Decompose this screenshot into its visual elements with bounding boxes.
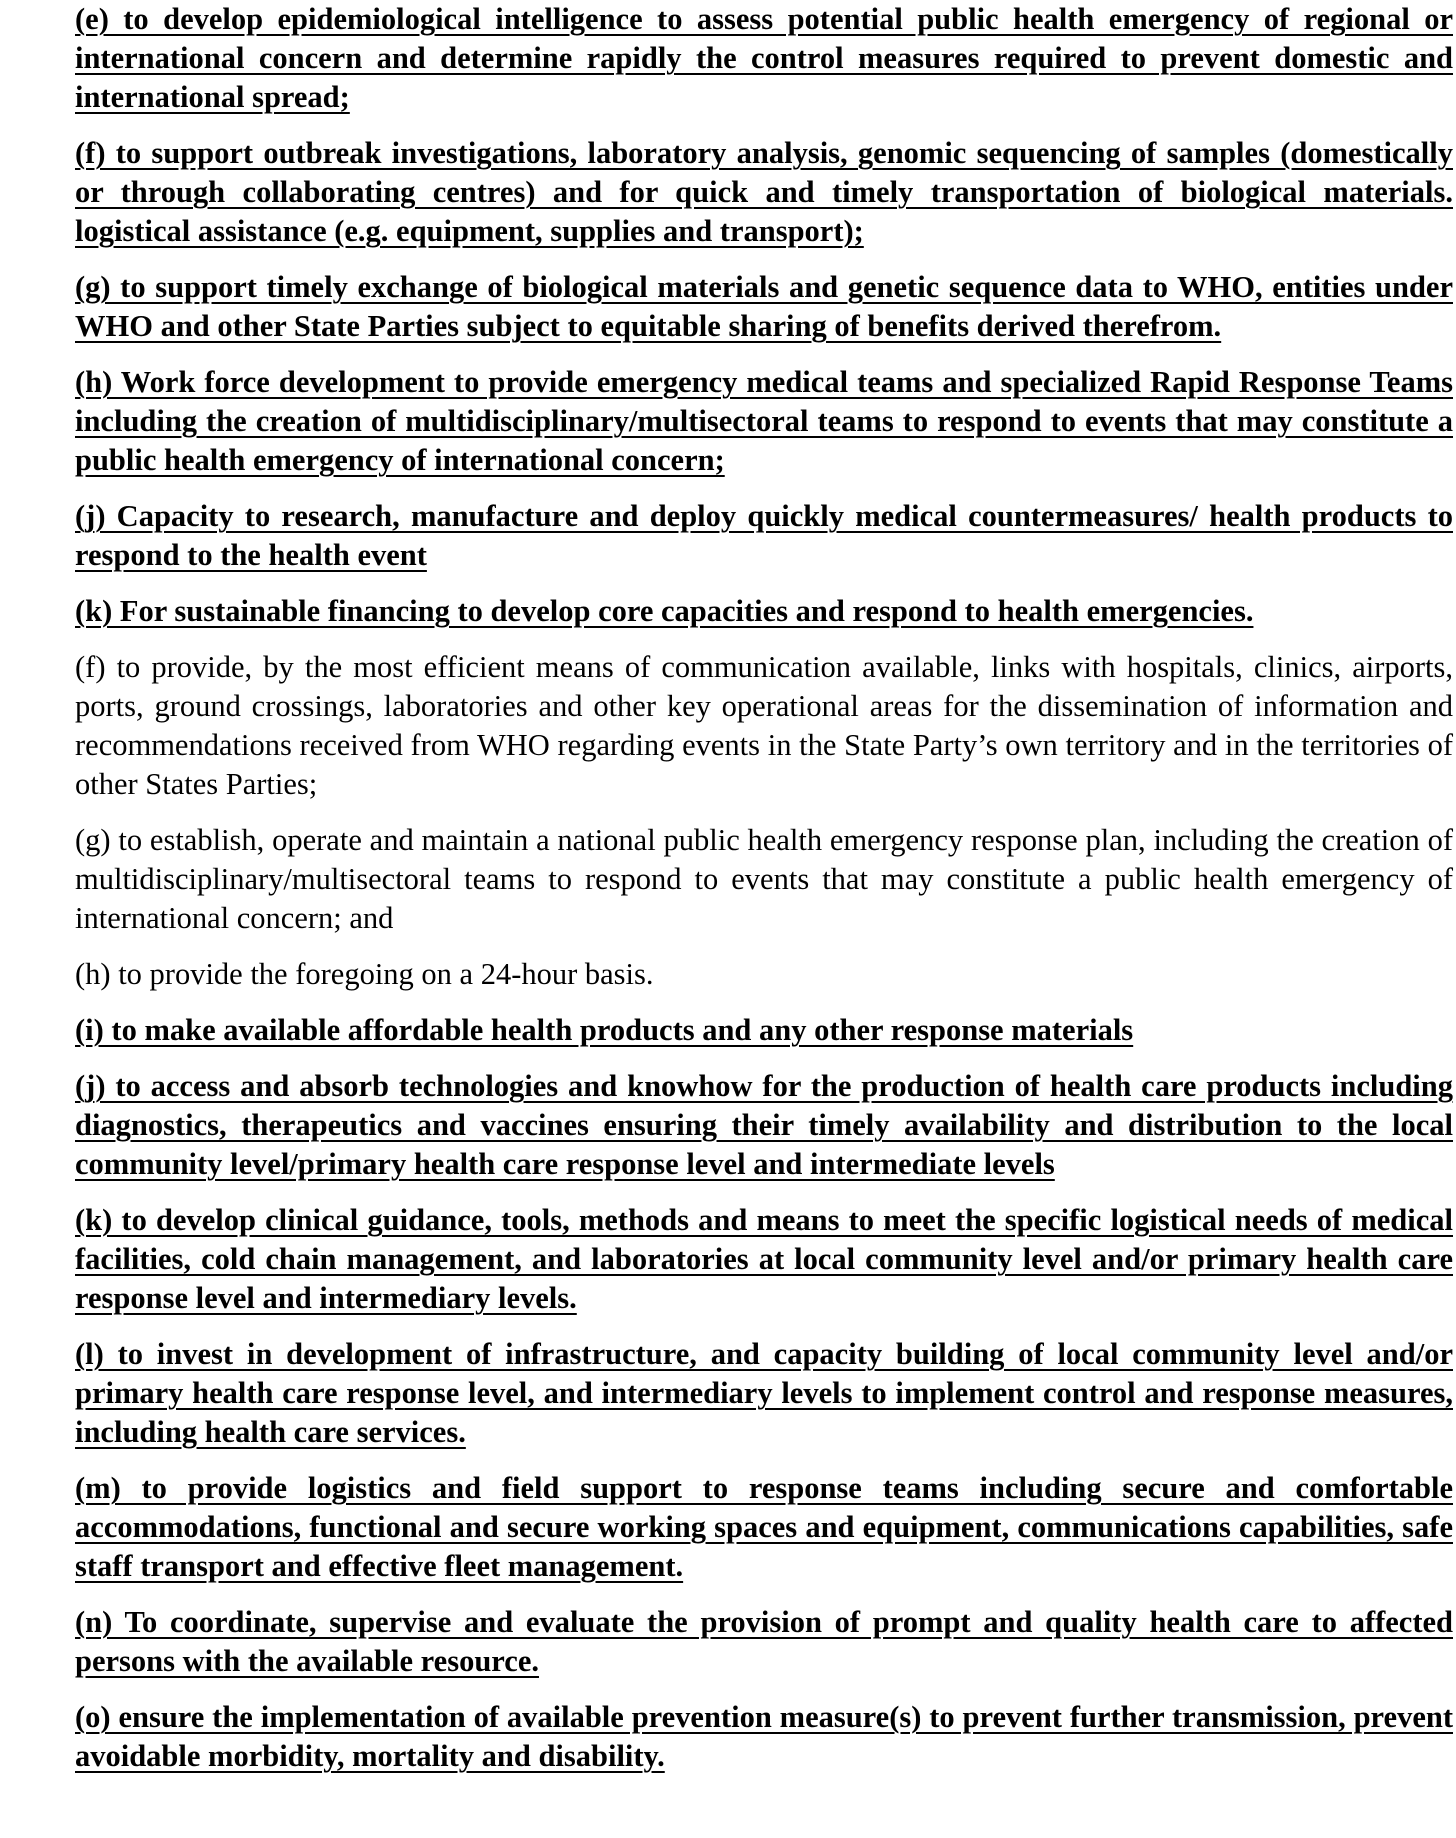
original-paragraph-f: (f) to provide, by the most efficient means of communication available, links with hospitals, clinics, airports, ports, ground crossings, laboratories and other key operational areas for the dissemination of information and recommendations received from WHO regarding events in the State Party’s own territory and in the territories of other States Parties;	[75, 650, 1453, 801]
amendment-paragraph-o: (o) ensure the implementation of available prevention measure(s) to prevent further transmission, prevent avoidable morbidity, mortality and disability.	[75, 1700, 1453, 1773]
amendment-paragraph-n: (n) To coordinate, supervise and evaluate the provision of prompt and quality health care to affected persons with the available resource.	[75, 1605, 1453, 1678]
amendment-paragraph-k: (k) For sustainable financing to develop core capacities and respond to health emergencies.	[75, 594, 1254, 628]
document-body	[75, 0, 1453, 1793]
amendment-paragraph-g: (g) to support timely exchange of biological materials and genetic sequence data to WHO, entities under WHO and other State Parties subject to equitable sharing of benefits derived therefrom.	[75, 270, 1453, 343]
amendment-paragraph-h: (h) Work force development to provide emergency medical teams and specialized Rapid Response Teams including the creation of multidisciplinary/multisectoral teams to respond to events that may constitute a public health emergency of international concern;	[75, 365, 1453, 477]
original-paragraph-h: (h) to provide the foregoing on a 24-hour basis.	[75, 957, 654, 991]
amendment-paragraph-l: (l) to invest in development of infrastructure, and capacity building of local community level and/or primary health care response level, and intermediary levels to implement control and response measures, including health care services.	[75, 1337, 1453, 1449]
original-paragraph-g: (g) to establish, operate and maintain a national public health emergency response plan, including the creation of multidisciplinary/multisectoral teams to respond to events that may constitute a public health emergency of international concern; and	[75, 823, 1453, 935]
amendment-paragraph-k-2: (k) to develop clinical guidance, tools, methods and means to meet the specific logistical needs of medical facilities, cold chain management, and laboratories at local community level and/or primary health care response level and intermediary levels.	[75, 1203, 1453, 1315]
amendment-paragraph-m: (m) to provide logistics and field support to response teams including secure and comfortable accommodations, functional and secure working spaces and equipment, communications capabilities, safe staff transport and effective fleet management.	[75, 1471, 1453, 1583]
amendment-paragraph-j: (j) Capacity to research, manufacture and deploy quickly medical countermeasures/ health products to respond to the health event	[75, 499, 1453, 572]
amendment-paragraph-f: (f) to support outbreak investigations, laboratory analysis, genomic sequencing of samples (domestically or through collaborating centres) and for quick and timely transportation of biological materials. logistical assistance (e.g. equipment, supplies and transport);	[75, 136, 1453, 248]
amendment-paragraph-j-2: (j) to access and absorb technologies and knowhow for the production of health care products including diagnostics, therapeutics and vaccines ensuring their timely availability and distribution to the local community level/primary health care response level and intermediate levels	[75, 1069, 1453, 1181]
amendment-paragraph-i: (i) to make available affordable health products and any other response materials	[75, 1013, 1134, 1047]
amendment-paragraph-e: (e) to develop epidemiological intelligence to assess potential public health emergency of regional or international concern and determine rapidly the control measures required to prevent domestic and international spread;	[75, 2, 1453, 114]
